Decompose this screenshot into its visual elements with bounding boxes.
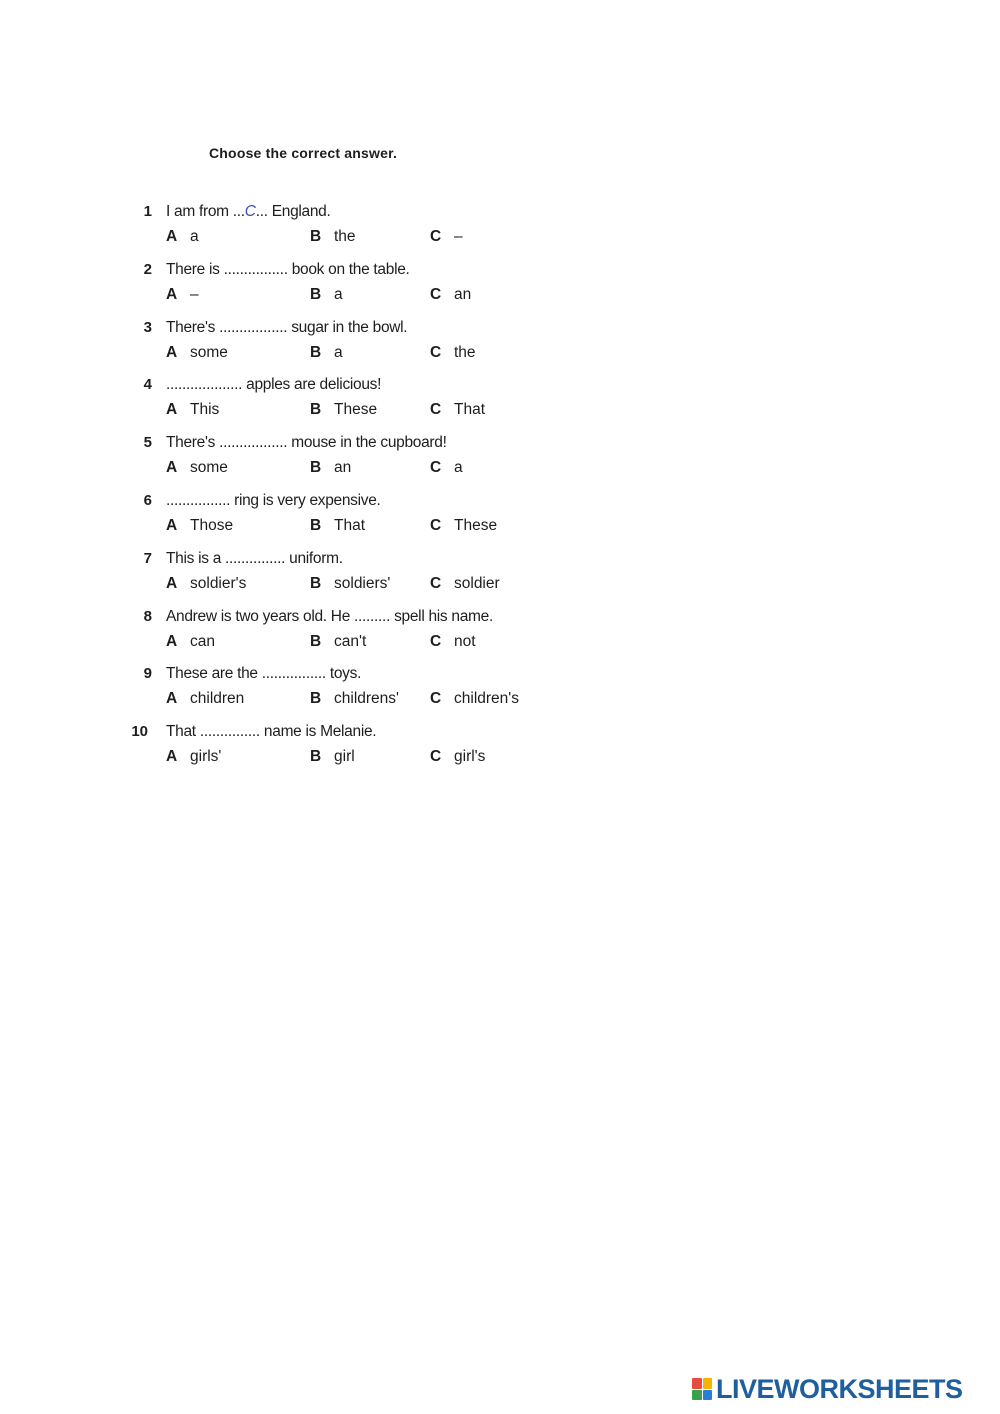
option-letter: A [166, 748, 178, 766]
option-text: a [334, 285, 343, 303]
question-text [166, 665, 361, 683]
option-c [430, 286, 471, 304]
option-text: – [454, 228, 463, 245]
option-text: can't [334, 632, 367, 650]
logo-square-3 [692, 1390, 702, 1401]
option-letter: B [310, 459, 322, 477]
option-letter: A [166, 690, 178, 708]
option-letter: B [310, 401, 322, 419]
option-letter: B [310, 748, 322, 766]
option-c [430, 459, 463, 477]
option-text: a [334, 343, 343, 361]
option-text: childrens' [334, 690, 399, 708]
question-text [166, 723, 376, 741]
option-a [166, 286, 199, 304]
question-item [130, 434, 570, 486]
option-text: soldiers' [334, 574, 391, 592]
question-text-before: That ............... name is Melanie. [166, 723, 377, 741]
option-a [166, 517, 233, 535]
option-letter: B [310, 690, 322, 708]
option-letter: A [166, 459, 178, 477]
option-letter: A [166, 517, 178, 534]
option-c [430, 633, 476, 651]
option-text: These [334, 401, 378, 419]
handwritten-answer: C [244, 203, 256, 220]
option-letter: B [310, 285, 322, 303]
option-text: a [190, 228, 199, 245]
option-c [430, 517, 497, 535]
option-c [430, 748, 485, 766]
question-item [130, 550, 570, 602]
option-text: girl [334, 748, 355, 766]
option-c [430, 575, 500, 593]
option-b [310, 575, 390, 593]
option-letter: A [166, 401, 178, 419]
option-text: children's [454, 690, 519, 708]
option-a [166, 633, 215, 651]
option-letter: C [430, 401, 442, 419]
question-number: 10 [131, 723, 148, 741]
question-number: 4 [143, 376, 152, 394]
logo-square-4 [703, 1390, 713, 1401]
question-item [130, 203, 570, 255]
option-text: can [190, 632, 215, 650]
option-letter: C [430, 228, 442, 245]
option-b [310, 459, 351, 477]
question-text-before: I am from ... [166, 203, 245, 220]
question-number: 2 [143, 260, 152, 278]
option-letter: A [166, 228, 178, 245]
option-text: some [190, 459, 228, 477]
option-letter: C [430, 632, 442, 650]
question-text [166, 261, 410, 279]
option-a [166, 690, 244, 708]
option-text: girls' [190, 748, 222, 766]
option-text: That [334, 517, 366, 534]
liveworksheets-logo-icon [692, 1378, 712, 1400]
question-text-before: This is a ............... uniform. [166, 549, 343, 567]
question-number: 9 [143, 665, 152, 683]
question-text-before: There is ................ book on the table. [166, 260, 410, 278]
option-letter: A [166, 343, 178, 361]
question-text [166, 492, 381, 510]
question-text-before: Andrew is two years old. He ......... spell his name. [166, 607, 493, 625]
option-a [166, 344, 228, 362]
option-letter: B [310, 517, 322, 534]
option-c [430, 690, 519, 708]
question-item [130, 319, 570, 371]
option-text: These [454, 517, 498, 534]
option-a [166, 748, 221, 766]
question-number: 1 [143, 203, 152, 220]
option-a [166, 459, 228, 477]
option-text: the [454, 343, 476, 361]
question-item [130, 608, 570, 660]
option-text: the [334, 228, 356, 245]
question-text-before: ................... apples are delicious! [166, 376, 382, 394]
question-text [166, 319, 407, 337]
option-b [310, 517, 365, 535]
option-text: Those [190, 517, 234, 534]
question-number: 7 [143, 549, 152, 567]
option-letter: C [430, 690, 442, 708]
option-c [430, 228, 463, 246]
option-text: That [454, 401, 486, 419]
option-letter: B [310, 228, 322, 245]
option-letter: B [310, 632, 322, 650]
option-b [310, 690, 399, 708]
option-b [310, 633, 366, 651]
option-letter: B [310, 343, 322, 361]
option-text: – [190, 285, 199, 303]
option-b [310, 286, 343, 304]
logo-square-1 [692, 1378, 702, 1389]
option-letter: C [430, 748, 442, 766]
question-text-before: There's ................. sugar in the bowl. [166, 318, 408, 336]
question-text-after: ... England. [255, 203, 331, 220]
option-letter: A [166, 285, 178, 303]
option-letter: B [310, 574, 322, 592]
question-text-before: There's ................. mouse in the cupboard! [166, 434, 447, 452]
question-item [130, 261, 570, 313]
option-text: soldier's [190, 574, 247, 592]
option-a [166, 575, 246, 593]
option-c [430, 344, 476, 362]
option-a [166, 401, 219, 419]
logo-square-2 [703, 1378, 713, 1389]
question-item [130, 723, 570, 775]
option-letter: A [166, 632, 178, 650]
question-text [166, 203, 331, 221]
question-text [166, 376, 381, 394]
question-number: 3 [143, 318, 152, 336]
question-text [166, 608, 493, 626]
option-text: an [454, 285, 472, 303]
option-b [310, 344, 343, 362]
option-letter: C [430, 574, 442, 592]
option-text: not [454, 632, 476, 650]
question-number: 5 [143, 434, 152, 452]
question-number: 8 [143, 607, 152, 625]
option-text: soldier [454, 574, 500, 592]
question-item [130, 665, 570, 717]
option-text: some [190, 343, 228, 361]
option-letter: C [430, 285, 442, 303]
question-item [130, 376, 570, 428]
option-b [310, 748, 355, 766]
option-text: a [454, 459, 463, 477]
option-text: an [334, 459, 352, 477]
option-c [430, 401, 485, 419]
option-text: girl's [454, 748, 486, 766]
question-item [130, 492, 570, 544]
question-text [166, 550, 343, 568]
option-b [310, 401, 377, 419]
question-text-before: These are the ................ toys. [166, 665, 362, 683]
brand-name: LIVEWORKSHEETS [716, 1373, 963, 1404]
option-text: This [190, 401, 220, 419]
worksheet-title: Choose the correct answer. [209, 145, 398, 161]
question-text-before: ................ ring is very expensive. [166, 492, 381, 509]
option-letter: C [430, 343, 442, 361]
option-letter: C [430, 517, 442, 534]
question-number: 6 [143, 492, 152, 509]
option-letter: A [166, 574, 178, 592]
question-text [166, 434, 447, 452]
option-letter: C [430, 459, 442, 477]
option-text: children [190, 690, 245, 708]
option-b [310, 228, 356, 246]
liveworksheets-logo [692, 1374, 963, 1404]
option-a [166, 228, 199, 246]
